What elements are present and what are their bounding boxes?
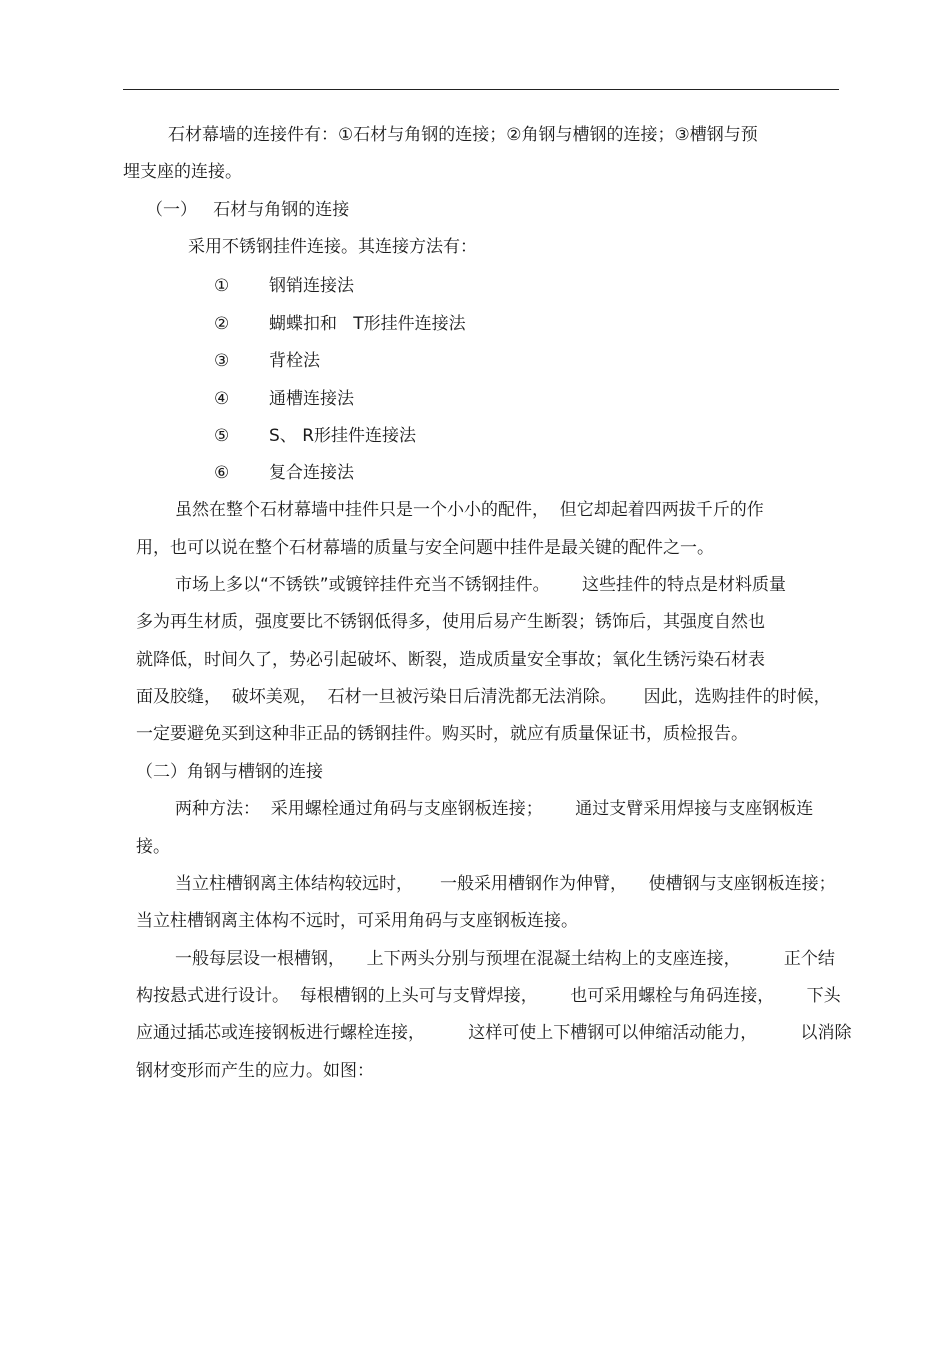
- list-item-text: 蝴蝶扣和 T形挂件连接法: [269, 314, 466, 334]
- layers-line-1: 一般每层设一根槽钢， 上下两头分别与预埋在混凝土结构上的支座连接， 正个结: [175, 949, 835, 969]
- layers-line-2: 构按悬式进行设计。 每根槽钢的上头可与支臂焊接， 也可采用螺栓与角码连接， 下头: [136, 986, 841, 1006]
- list-marker: ③: [214, 351, 230, 371]
- section-heading-1: （一） 石材与角钢的连接: [146, 200, 350, 220]
- intro-line-2: 埋支座的连接。: [123, 162, 242, 182]
- list-marker: ④: [214, 389, 230, 409]
- section1-lead: 采用不锈钢挂件连接。其连接方法有：: [188, 237, 477, 257]
- list-marker: ②: [214, 314, 230, 334]
- market-line-2: 多为再生材质，强度要比不锈钢低得多，使用后易产生断裂；锈饰后，其强度自然也: [136, 612, 765, 632]
- layers-line-4: 钢材变形而产生的应力。如图：: [136, 1061, 374, 1081]
- list-marker: ①: [214, 276, 230, 296]
- list-marker: ⑥: [214, 463, 230, 483]
- market-line-3: 就降低，时间久了，势必引起破坏、断裂，造成质量安全事故；氧化生锈污染石材表: [136, 650, 765, 670]
- methods2-line-2: 接。: [136, 837, 170, 857]
- layers-line-3: 应通过插芯或连接钢板进行螺栓连接， 这样可使上下槽钢可以伸缩活动能力， 以消除: [136, 1023, 852, 1043]
- section-heading-2: （二）角钢与槽钢的连接: [136, 762, 323, 782]
- methods2-line-1: 两种方法： 采用螺栓通过角码与支座钢板连接； 通过支臂采用焊接与支座钢板连: [175, 799, 814, 819]
- list-item-text: 钢销连接法: [269, 276, 354, 296]
- list-marker: ⑤: [214, 426, 230, 446]
- intro-line-1: 石材幕墙的连接件有：①石材与角钢的连接；②角钢与槽钢的连接；③槽钢与预: [168, 125, 758, 145]
- list-item-text: 复合连接法: [269, 463, 354, 483]
- distance-line-2: 当立柱槽钢离主体构不远时，可采用角码与支座钢板连接。: [136, 911, 578, 931]
- importance-line-2: 用，也可以说在整个石材幕墙的质量与安全问题中挂件是最关键的配件之一。: [136, 538, 714, 558]
- list-item-text: 背栓法: [269, 351, 320, 371]
- header-rule: [123, 89, 839, 90]
- importance-line-1: 虽然在整个石材幕墙中挂件只是一个小小的配件， 但它却起着四两拔千斤的作: [175, 500, 764, 520]
- market-line-1: 市场上多以“不锈铁”或镀锌挂件充当不锈钢挂件。 这些挂件的特点是材料质量: [175, 575, 787, 595]
- distance-line-1: 当立柱槽钢离主体结构较远时， 一般采用槽钢作为伸臂， 使槽钢与支座钢板连接；: [175, 874, 836, 894]
- market-line-4: 面及胶缝， 破坏美观， 石材一旦被污染日后清洗都无法消除。 因此，选购挂件的时候，: [136, 687, 831, 707]
- list-item-text: 通槽连接法: [269, 389, 354, 409]
- list-item-text: S、 R形挂件连接法: [269, 426, 417, 446]
- market-line-5: 一定要避免买到这种非正品的锈钢挂件。购买时，就应有质量保证书，质检报告。: [136, 724, 748, 744]
